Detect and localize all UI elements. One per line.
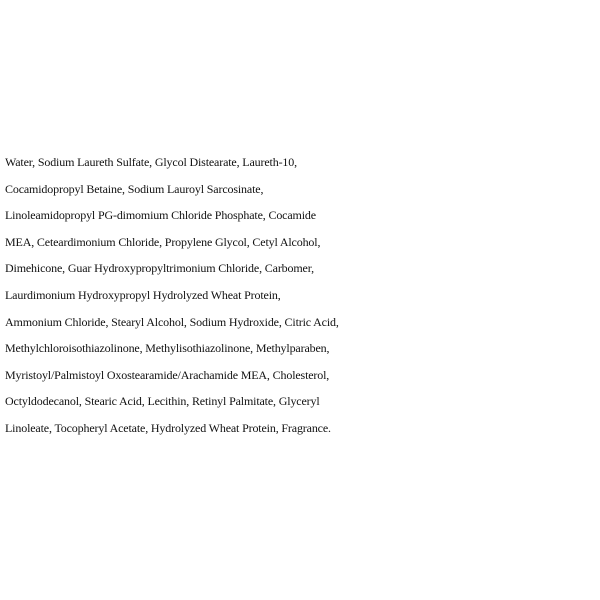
ingredients-line: Linoleate, Tocopheryl Acetate, Hydrolyzed Wheat Protein, Fragrance.: [5, 420, 331, 435]
ingredients-list: [5, 149, 600, 442]
ingredients-line: Methylchloroisothiazolinone, Methylisothiazolinone, Methylparaben,: [5, 341, 330, 356]
ingredients-line: Octyldodecanol, Stearic Acid, Lecithin, Retinyl Palmitate, Glyceryl: [5, 394, 320, 409]
ingredients-line: MEA, Ceteardimonium Chloride, Propylene Glycol, Cetyl Alcohol,: [5, 234, 321, 249]
ingredients-line: Water, Sodium Laureth Sulfate, Glycol Distearate, Laureth-10,: [5, 155, 297, 169]
ingredients-line: Linoleamidopropyl PG-dimomium Chloride Phosphate, Cocamide: [5, 208, 316, 223]
ingredients-line: Cocamidopropyl Betaine, Sodium Lauroyl Sarcosinate,: [5, 181, 264, 196]
ingredients-line: Dimehicone, Guar Hydroxypropyltrimonium Chloride, Carbomer,: [5, 261, 314, 276]
ingredients-line: Ammonium Chloride, Stearyl Alcohol, Sodium Hydroxide, Citric Acid,: [5, 314, 339, 329]
ingredients-line: Laurdimonium Hydroxypropyl Hydrolyzed Wheat Protein,: [5, 287, 281, 302]
ingredients-line: Myristoyl/Palmistoyl Oxostearamide/Arachamide MEA, Cholesterol,: [5, 367, 330, 382]
